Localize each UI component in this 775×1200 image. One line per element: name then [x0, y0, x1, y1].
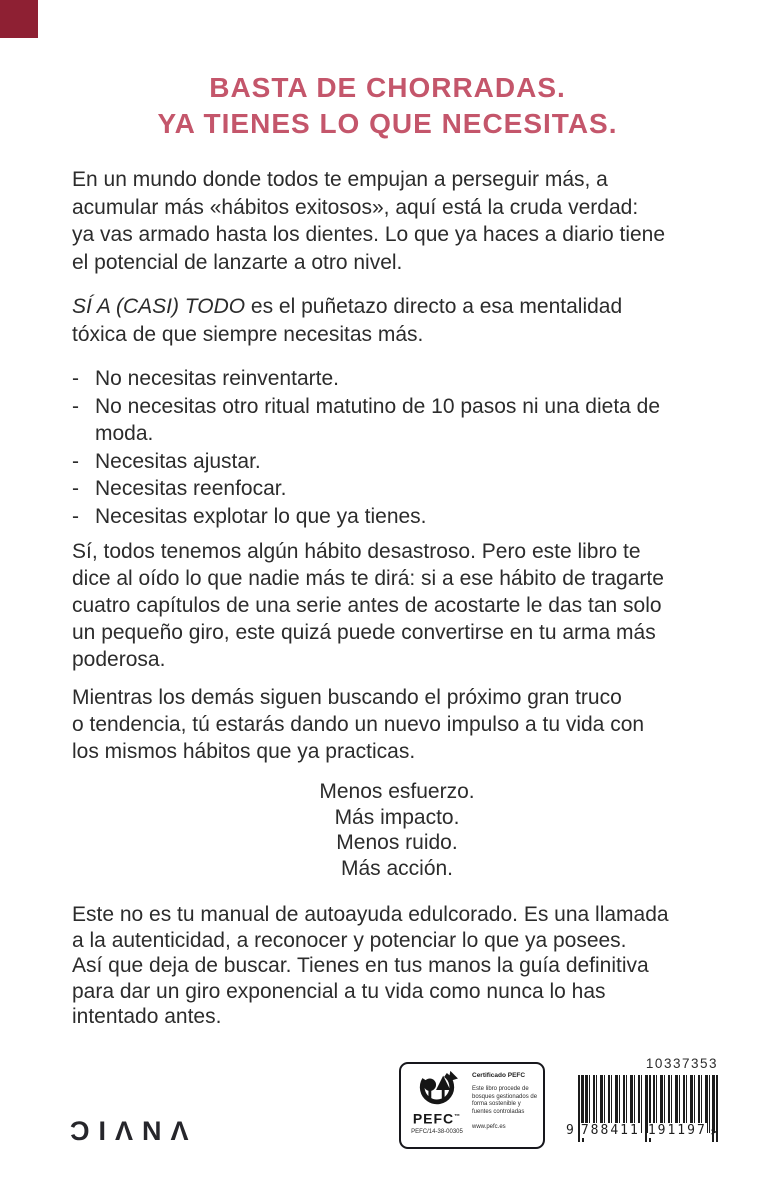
pefc-title: Certificado PEFC — [472, 1072, 526, 1079]
text-line: el potencial de lanzarte a otro nivel. — [72, 250, 403, 274]
list-item-text: No necesitas reinventarte. — [95, 367, 339, 390]
tagline-line-1: BASTA DE CHORRADAS. — [209, 72, 566, 103]
list-item-text: Necesitas ajustar. — [95, 449, 261, 473]
book-title: SÍ A (CASI) TODO — [72, 295, 246, 318]
publisher-logo-diana: ƆIΛNΛ — [70, 1116, 198, 1146]
tagline-line-2: YA TIENES LO QUE NECESITAS. — [157, 108, 618, 139]
mantra-line: Menos ruido. — [336, 831, 458, 854]
list-item — [72, 503, 722, 531]
list-item-text: Necesitas explotar lo que ya tienes. — [95, 504, 427, 528]
isbn-group-1: 788411 — [580, 1123, 640, 1138]
isbn-prefix: 9 — [566, 1123, 577, 1138]
pefc-wordmark — [413, 1110, 461, 1126]
list-item-text: Necesitas reenfocar. — [95, 477, 287, 500]
mantra-line: Más acción. — [340, 856, 454, 880]
mantra-line: Menos esfuerzo. — [319, 780, 475, 803]
product-number: 10337353 — [645, 1056, 718, 1071]
dash-bullet: - — [72, 504, 79, 528]
isbn-barcode — [566, 1056, 718, 1138]
paragraph-closing — [72, 902, 722, 1030]
dash-bullet: - — [72, 394, 79, 418]
text-line: ya vas armado hasta los dientes. Lo que ya haces a diario tiene — [72, 223, 666, 246]
text-line: No necesitas otro ritual matutino de 10 pasos ni una dieta de — [95, 394, 661, 418]
text-line: para dar un giro exponencial a tu vida como nunca lo has — [72, 979, 606, 1003]
text-line: poderosa. — [72, 648, 166, 671]
brand-corner-square — [0, 0, 38, 38]
text-line: un pequeño giro, este quizá puede convertirse en tu arma más — [72, 621, 656, 644]
paragraph-momentum — [72, 684, 722, 765]
pefc-url: www.pefc.es — [472, 1124, 506, 1130]
isbn-group-2: 191197 — [647, 1123, 707, 1138]
isbn-digits — [566, 1123, 718, 1138]
text-line: Así que deja de buscar. Tienes en tus manos la guía definitiva — [72, 954, 649, 977]
dash-bullet: - — [72, 449, 79, 473]
text-line: tóxica de que siempre necesitas más. — [72, 322, 424, 346]
text-line: intentado antes. — [72, 1005, 222, 1028]
mantra-block — [72, 779, 722, 881]
list-item — [72, 475, 722, 503]
text-line: Sí, todos tenemos algún hábito desastroso. Pero este libro te — [72, 540, 641, 563]
text-line: Este no es tu manual de autoayuda edulcorado. Es una llamada — [72, 903, 669, 926]
paragraph-intro — [72, 166, 722, 276]
text-line: a la autenticidad, a reconocer y potenciar lo que ya posees. — [72, 928, 627, 952]
list-item — [72, 393, 722, 448]
pefc-logo-column — [407, 1069, 467, 1143]
pefc-trees-icon — [414, 1069, 460, 1109]
text-span: es el puñetazo directo a esa mentalidad — [245, 295, 623, 318]
dash-bullet: - — [72, 477, 79, 500]
text-line: Mientras los demás siguen buscando el próximo gran truco — [72, 686, 622, 709]
pefc-text: PEFC — [412, 1110, 455, 1127]
dash-bullet: - — [72, 367, 79, 390]
pefc-description: Este libro procede de bosques gestionados de forma sostenible y fuentes controladas — [472, 1086, 538, 1115]
pefc-text-column — [472, 1069, 542, 1143]
text-line — [72, 293, 722, 321]
text-line: dice al oído lo que nadie más te dirá: si a ese hábito de tragarte — [72, 567, 664, 590]
pefc-tm-mark: ™ — [454, 1114, 462, 1120]
quiet-zone-mark: > — [710, 1127, 717, 1138]
tagline-heading — [0, 0, 775, 142]
paragraph-book-title — [72, 293, 722, 348]
pefc-certification-label — [399, 1062, 545, 1149]
text-line: acumular más «hábitos exitosos», aquí está la cruda verdad: — [72, 195, 639, 219]
text-line: o tendencia, tú estarás dando un nuevo impulso a tu vida con — [72, 713, 645, 736]
list-item-text — [95, 393, 660, 448]
claims-list — [72, 365, 722, 530]
list-item — [72, 365, 722, 393]
blurb-text — [72, 166, 722, 1030]
text-line: los mismos hábitos que ya practicas. — [72, 740, 416, 763]
mantra-line: Más impacto. — [334, 805, 460, 829]
list-item — [72, 448, 722, 476]
pefc-license-number: PEFC/14-38-00305 — [411, 1128, 463, 1135]
text-line: moda. — [95, 422, 154, 445]
paragraph-habit — [72, 538, 722, 673]
text-line: En un mundo donde todos te empujan a perseguir más, a — [72, 168, 608, 191]
text-line: cuatro capítulos de una serie antes de acostarte le das tan solo — [72, 594, 662, 617]
